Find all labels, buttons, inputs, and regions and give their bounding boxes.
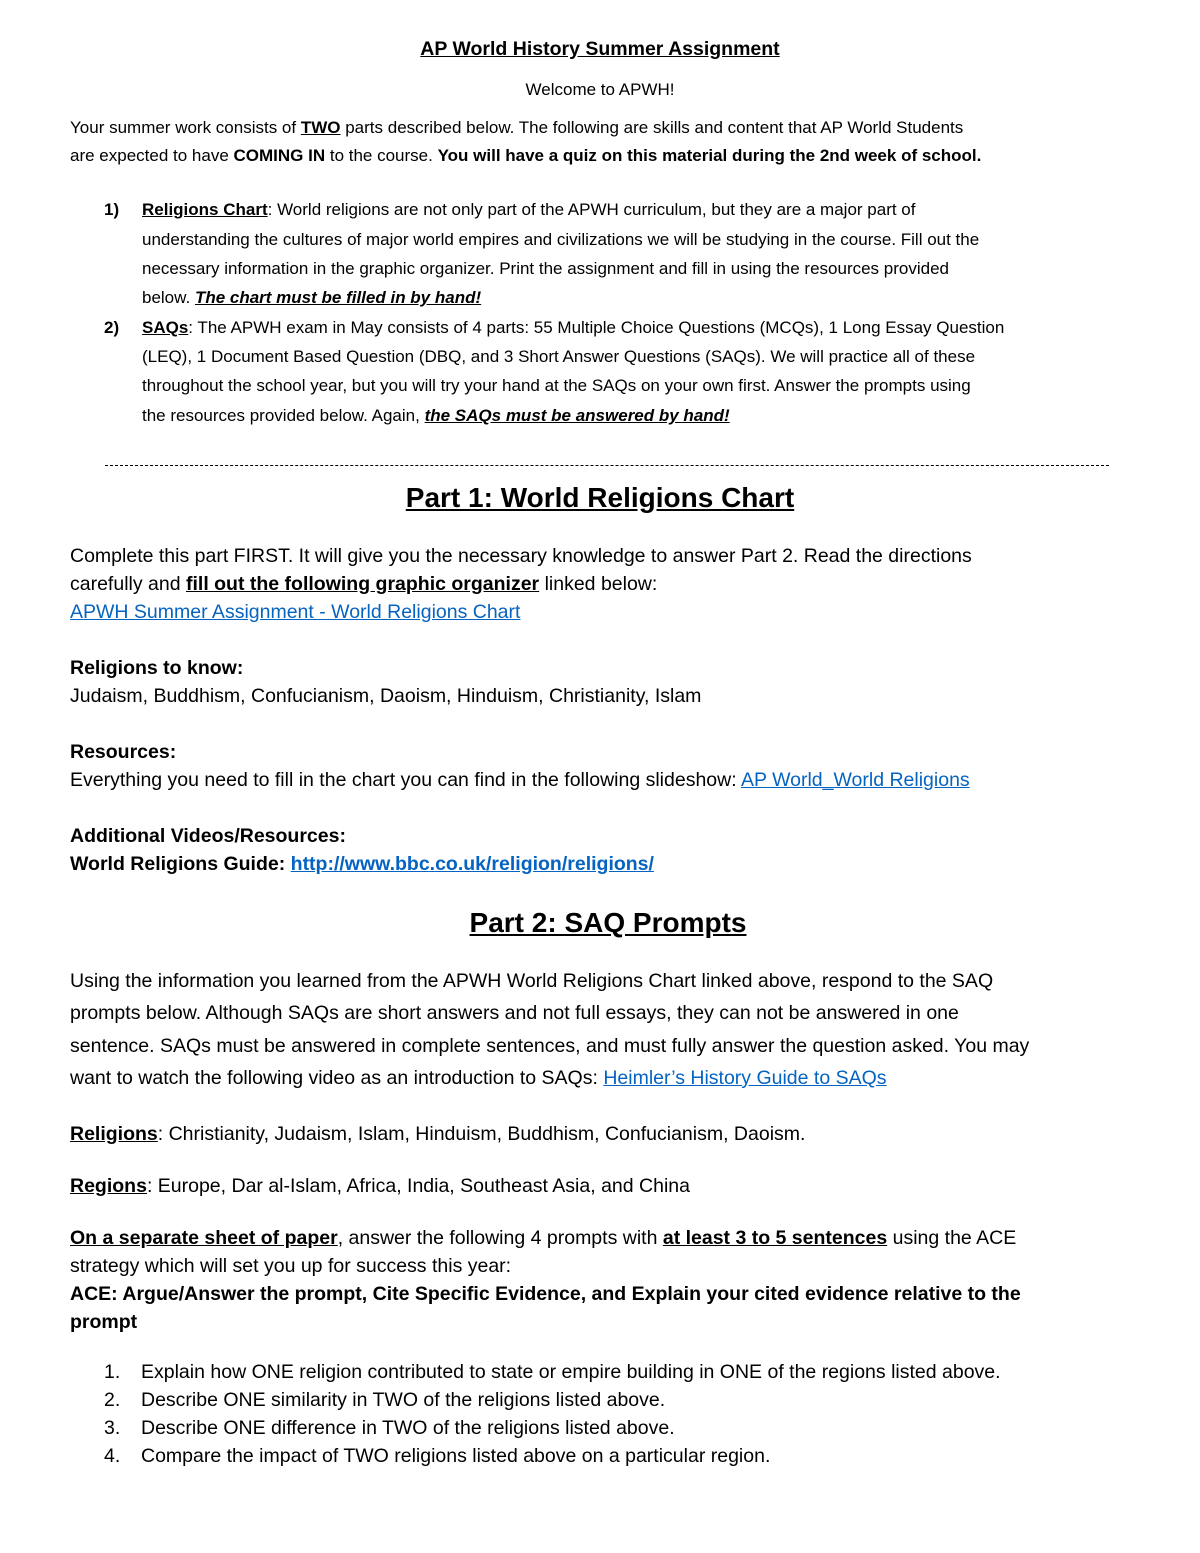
part2-para-line-1: Using the information you learned from the APWH World Religions Chart linked above, respond to the SAQ: [70, 970, 994, 992]
regions-line: [70, 1175, 690, 1198]
guide-line: [70, 853, 654, 876]
religions-to-know-label: Religions to know:: [70, 657, 244, 679]
prompt-number: 2.: [104, 1389, 121, 1411]
item2-line-1: [142, 318, 1004, 338]
religions-label: Religions: [70, 1123, 158, 1145]
instructions-line-2: strategy which will set you up for success this year:: [70, 1255, 512, 1277]
additional-resources-label: Additional Videos/Resources:: [70, 825, 346, 847]
regions-list: : Europe, Dar al-Islam, Africa, India, Southeast Asia, and China: [146, 1175, 690, 1197]
part1-heading: Part 1: World Religions Chart: [405, 482, 795, 513]
resources-line: [70, 769, 970, 792]
intro-text: to the course.: [325, 146, 438, 165]
part2-heading: Part 2: SAQ Prompts: [469, 907, 747, 938]
quiz-notice: You will have a quiz on this material during the 2nd week of school.: [437, 146, 982, 165]
item-text: : The APWH exam in May consists of 4 parts: 55 Multiple Choice Questions (MCQs), 1 Long Essay Question: [188, 318, 1005, 337]
prompt-item: Describe ONE similarity in TWO of the religions listed above.: [141, 1389, 666, 1411]
world-religions-chart-link[interactable]: APWH Summer Assignment - World Religions Chart: [70, 601, 521, 623]
religions-chart-label: Religions Chart: [142, 200, 268, 219]
part1-para-line-2: [70, 573, 657, 596]
intro-line-1: [70, 118, 963, 138]
item2-line-3: throughout the school year, but you will try your hand at the SAQs on your own first. Answer the prompts using: [142, 376, 971, 395]
item2-line-4: [142, 406, 730, 426]
prompt-number: 3.: [104, 1417, 121, 1439]
heimler-saq-guide-link[interactable]: Heimler’s History Guide to SAQs: [603, 1067, 887, 1089]
item-text: below.: [142, 288, 195, 307]
list-number: 2): [104, 318, 120, 337]
part2-para-line-4: [70, 1067, 887, 1090]
item1-line-4: [142, 288, 481, 308]
prompt-number: 1.: [104, 1361, 121, 1383]
intro-text: parts described below. The following are skills and content that AP World Students: [340, 118, 964, 137]
religions-line: [70, 1123, 805, 1146]
para-text: using the ACE: [887, 1227, 1017, 1249]
intro-emphasis-two: TWO: [300, 118, 341, 137]
item1-line-3: necessary information in the graphic organizer. Print the assignment and fill in using the resources provided: [142, 259, 949, 278]
prompt-item: Explain how ONE religion contributed to state or empire building in ONE of the regions listed above.: [141, 1361, 1001, 1383]
resources-label: Resources:: [70, 741, 177, 763]
by-hand-notice: the SAQs must be answered by hand!: [424, 406, 730, 425]
intro-text: are expected to have: [70, 146, 234, 165]
regions-label: Regions: [70, 1175, 147, 1197]
prompt-number: 4.: [104, 1445, 121, 1467]
separate-sheet-emphasis: On a separate sheet of paper: [70, 1227, 338, 1249]
document-title: AP World History Summer Assignment: [420, 38, 780, 60]
bbc-religions-link[interactable]: http://www.bbc.co.uk/religion/religions/: [290, 853, 654, 875]
by-hand-notice: The chart must be filled in by hand!: [194, 288, 482, 307]
intro-text: Your summer work consists of: [70, 118, 301, 137]
item-text: : World religions are not only part of the APWH curriculum, but they are a major part of: [267, 200, 916, 219]
part2-para-line-2: prompts below. Although SAQs are short answers and not full essays, they can not be answered in one: [70, 1002, 959, 1024]
welcome-text: Welcome to APWH!: [525, 80, 675, 99]
guide-label: World Religions Guide:: [70, 853, 291, 875]
item2-line-2: (LEQ), 1 Document Based Question (DBQ, and 3 Short Answer Questions (SAQs). We will practice all of these: [142, 347, 976, 366]
prompt-item: Compare the impact of TWO religions listed above on a particular region.: [141, 1445, 771, 1467]
graphic-organizer-emphasis: fill out the following graphic organizer: [185, 573, 540, 595]
world-religions-slideshow-link[interactable]: AP World_World Religions: [740, 769, 970, 791]
ace-line-2: prompt: [70, 1311, 138, 1333]
item1-line-2: understanding the cultures of major world empires and civilizations we will be studying in the course. Fill out the: [142, 230, 980, 249]
item1-line-1: [142, 200, 915, 220]
religions-to-know-list: Judaism, Buddhism, Confucianism, Daoism, Hinduism, Christianity, Islam: [70, 685, 702, 707]
para-text: carefully and: [70, 573, 186, 595]
saqs-label: SAQs: [142, 318, 189, 337]
part1-para-line-1: Complete this part FIRST. It will give you the necessary knowledge to answer Part 2. Read the directions: [70, 545, 972, 567]
item-text: the resources provided below. Again,: [142, 406, 425, 425]
para-text: Everything you need to fill in the chart you can find in the following slideshow:: [70, 769, 741, 791]
para-text: linked below:: [539, 573, 658, 595]
para-text: , answer the following 4 prompts with: [337, 1227, 663, 1249]
instructions-line-1: [70, 1227, 1016, 1250]
religions-list: : Christianity, Judaism, Islam, Hinduism, Buddhism, Confucianism, Daoism.: [157, 1123, 806, 1145]
ace-line-1: ACE: Argue/Answer the prompt, Cite Specific Evidence, and Explain your cited evidence relative to the: [70, 1283, 1021, 1305]
section-divider: [105, 465, 1109, 466]
sentence-count-emphasis: at least 3 to 5 sentences: [662, 1227, 888, 1249]
para-text: want to watch the following video as an introduction to SAQs:: [70, 1067, 604, 1089]
prompt-item: Describe ONE difference in TWO of the religions listed above.: [141, 1417, 675, 1439]
intro-emphasis-coming-in: COMING IN: [233, 146, 326, 165]
intro-line-2: [70, 146, 981, 166]
list-number: 1): [104, 200, 120, 219]
part2-para-line-3: sentence. SAQs must be answered in complete sentences, and must fully answer the question asked. You may: [70, 1035, 1030, 1057]
